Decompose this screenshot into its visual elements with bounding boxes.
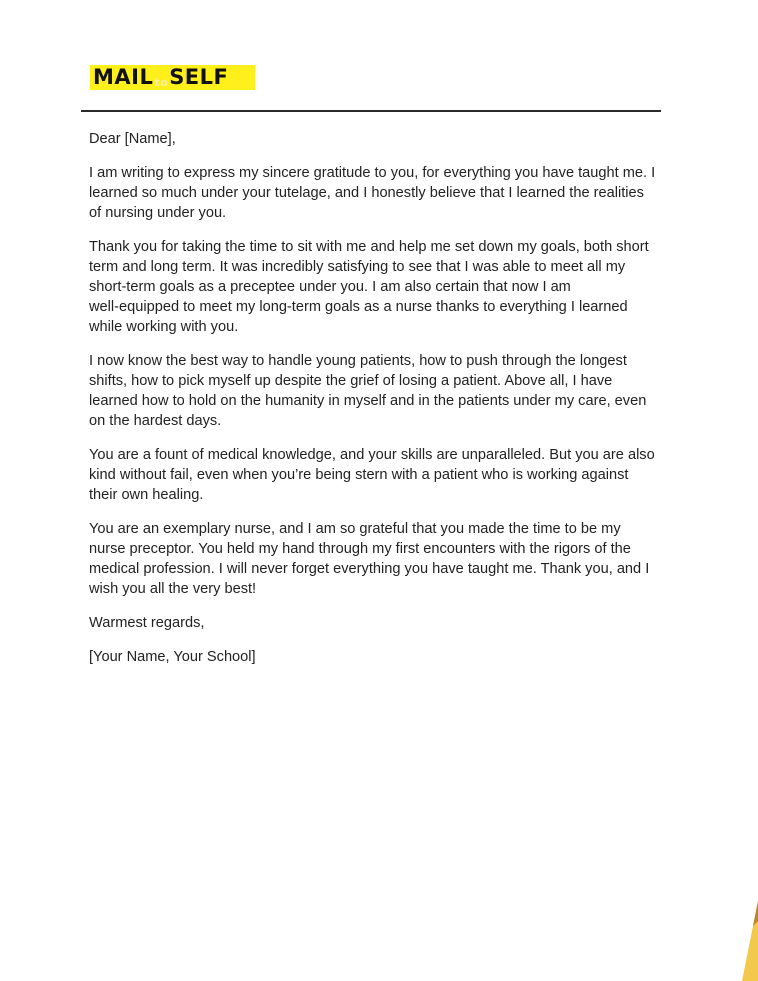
paragraph-line: Thank you for taking the time to sit with me and help me set down my goals, both short: [89, 239, 649, 255]
paragraph-line: learned how to hold on the humanity in myself and in the patients under my care, even: [89, 393, 647, 409]
paragraph-line: You are an exemplary nurse, and I am so grateful that you made the time to be my: [89, 521, 621, 537]
paragraph-4: [89, 445, 689, 505]
paragraph-line: term and long term. It was incredibly satisfying to see that I was able to meet all my: [89, 259, 626, 275]
closing: Warmest regards,: [89, 615, 205, 631]
paragraph-line: while working with you.: [89, 319, 239, 335]
paragraph-line: their own healing.: [89, 487, 204, 503]
paragraph-line: shifts, how to pick myself up despite the grief of losing a patient. Above all, I have: [89, 373, 613, 389]
paragraph-line: nurse preceptor. You held my hand through my first encounters with the rigors of the: [89, 541, 631, 557]
signature: [Your Name, Your School]: [89, 649, 256, 665]
decorative-pencil-corner: [740, 881, 758, 981]
paragraph-3: [89, 351, 689, 431]
letter-body: [89, 129, 689, 681]
logo-word-to: to: [154, 76, 169, 89]
paragraph-line: medical profession. I will never forget everything you have taught me. Thank you, and I: [89, 561, 650, 577]
mailtoself-logo: [90, 65, 255, 90]
paragraph-line: You are a fount of medical knowledge, and your skills are unparalleled. But you are also: [89, 447, 655, 463]
paragraph-line: I now know the best way to handle young patients, how to push through the longest: [89, 353, 627, 369]
logo-text: [93, 67, 228, 88]
paragraph-1: [89, 163, 689, 223]
paragraph-line: on the hardest days.: [89, 413, 222, 429]
paragraph-2: [89, 237, 689, 337]
paragraph-line: learned so much under your tutelage, and I honestly believe that I learned the realities: [89, 185, 644, 201]
paragraph-line: short-term goals as a preceptee under you. I am also certain that now I am: [89, 279, 571, 295]
paragraph-line: kind without fail, even when you’re being stern with a patient who is working against: [89, 467, 629, 483]
paragraph-line: I am writing to express my sincere gratitude to you, for everything you have taught me. I: [89, 165, 656, 181]
salutation: Dear [Name],: [89, 131, 176, 147]
logo-word-mail: MAIL: [93, 65, 154, 89]
header-divider: [81, 110, 661, 112]
paragraph-5: [89, 519, 689, 599]
paragraph-line: wish you all the very best!: [89, 581, 257, 597]
paragraph-line: well-equipped to meet my long-term goals as a nurse thanks to everything I learned: [89, 299, 628, 315]
logo-word-self: SELF: [169, 65, 229, 89]
paragraph-line: of nursing under you.: [89, 205, 227, 221]
